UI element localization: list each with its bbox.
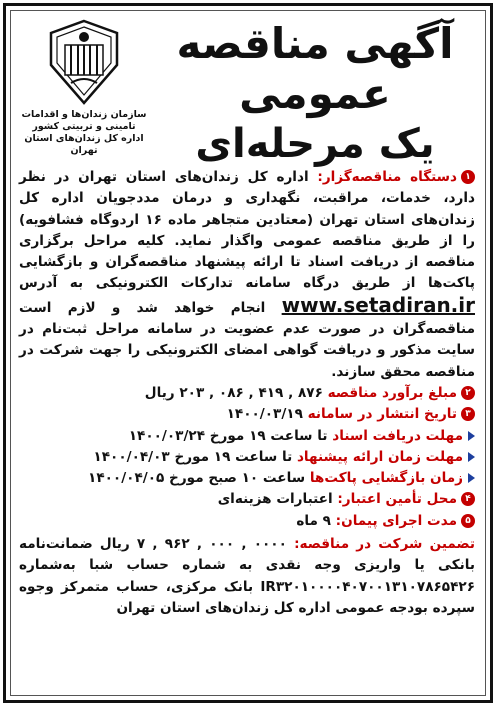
notice-title [155, 19, 475, 169]
triangle-bullet-icon [468, 431, 475, 441]
title-line-1: آگهی مناقصه عمومی [176, 19, 454, 118]
section-number-badge: ۳ [461, 407, 475, 421]
funding-value: اعتبارات هزینه‌ای [217, 491, 338, 508]
publish-date-value: ۱۴۰۰/۰۳/۱۹ [226, 406, 308, 423]
logo-line-3: اداره کل زندان‌های استان تهران [24, 133, 144, 156]
notice-body [19, 167, 475, 689]
deadline-offer-value: تا ساعت ۱۹ مورخ ۱۴۰۰/۰۴/۰۳ [93, 448, 297, 465]
publish-date-label: تاریخ انتشار در سامانه [307, 406, 457, 423]
section-funding [19, 489, 475, 510]
notice-inner-border [10, 10, 486, 696]
organization-logo [19, 17, 149, 155]
funding-label: محل تأمین اعتبار: [337, 491, 457, 508]
section-number-badge: ۵ [461, 514, 475, 528]
section-number-badge: ۱ [461, 170, 475, 184]
title-line-2: یک مرحله‌ای [195, 121, 435, 167]
notice-frame [3, 3, 493, 703]
triangle-bullet-icon [468, 473, 475, 483]
estimate-label: مبلغ برآورد مناقصه [327, 384, 457, 401]
opening-time-value: ساعت ۱۰ صبح مورخ ۱۴۰۰/۰۴/۰۵ [88, 470, 310, 487]
section-duration [19, 511, 475, 532]
section-tenderer [19, 167, 475, 383]
triangle-bullet-icon [468, 452, 475, 462]
opening-time [19, 468, 475, 489]
section-estimate [19, 383, 475, 404]
section-number-badge: ۲ [461, 386, 475, 400]
estimate-value: ۸۷۶ , ۴۱۹ , ۰۸۶ , ۲۰۳ ریال [144, 384, 328, 401]
tenderer-label: دستگاه مناقصه‌گزار: [317, 169, 457, 185]
duration-label: مدت اجرای پیمان: [335, 512, 457, 529]
notice-header [11, 11, 485, 167]
deadline-offer-label: مهلت زمان ارائه پیشنهاد [296, 448, 463, 465]
opening-time-label: زمان بازگشایی پاکت‌ها [309, 470, 463, 487]
setadiran-link[interactable]: www.setadiran.ir [281, 292, 475, 317]
duration-value: ۹ ماه [296, 512, 336, 529]
guarantee-text: ۰۰۰۰ , ۰۰۰ , ۹۶۲ , ۷ ریال ضمانت‌نامه بانکی یا واریزی وجه نقدی به شماره حساب شبا به‌شماره IR۳۲۰۱۰۰۰۰۴۰۷۰۰۱۳۱۰۷۸۶۵۴۲۶ بانک مرکزی، حساب متمرکز وجوه سپرده بودجه عمومی اداره کل زندان‌های استان تهران [19, 536, 475, 616]
deadline-documents [19, 426, 475, 447]
deadline-offer [19, 447, 475, 468]
section-number-badge: ۴ [461, 492, 475, 506]
guarantee-label: تضمین شرکت در مناقصه: [294, 536, 475, 553]
tenderer-text-a: اداره کل زندان‌های استان تهران در نظر دارد، خدمات، مراقبت، نگهداری و درمان مددجویان اداره کل زندان‌های استان تهران (معتادین متجاهر ماده ۱۶ اردوگاه فشافویه) را از طریق مناقصه عمومی واگذار نماید. کلیه مراحل برگزاری مناقصه از دریافت اسناد تا ارائه پیشنهاد مناقصه‌گران و بازگشایی پاکت‌ها از طریق درگاه سامانه تدارکات الکترونیکی به آدرس [19, 169, 475, 292]
section-guarantee [19, 534, 475, 619]
logo-line-1: سازمان زندان‌ها و اقدامات [21, 109, 147, 120]
section-publish-date [19, 404, 475, 425]
prisons-emblem-icon [41, 17, 127, 109]
tenderer-text-b: انجام خواهد شد و لازم است مناقصه‌گران در صورت عدم عضویت در سامانه مراحل ثبت‌نام در سایت مذکور و دریافت گواهی امضای الکترونیکی را جهت شرکت در مناقصه محقق سازند. [19, 299, 475, 380]
deadline-documents-value: تا ساعت ۱۹ مورخ ۱۴۰۰/۰۳/۲۴ [128, 427, 333, 444]
logo-line-2: تامینی و تربیتی کشور [32, 121, 136, 132]
deadline-documents-label: مهلت دریافت اسناد [332, 427, 463, 444]
